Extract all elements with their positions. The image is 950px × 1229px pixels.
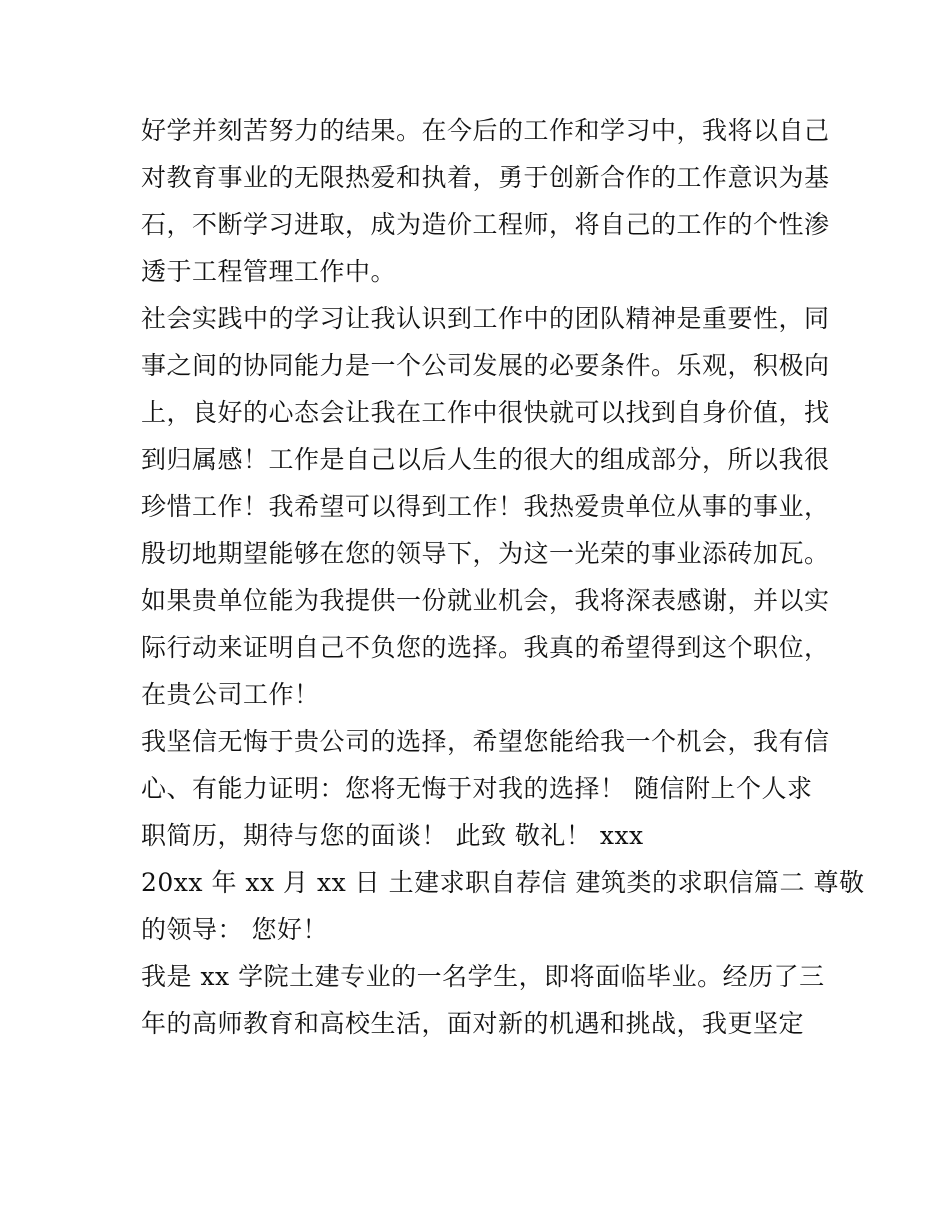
text-line: 对教育事业的无限热爱和执着，勇于创新合作的工作意识为基 (141, 163, 830, 192)
text-line: 际行动来证明自己不负您的选择。我真的希望得到这个职位， (141, 633, 830, 662)
text-line: 殷切地期望能够在您的领导下，为这一光荣的事业添砖加瓦。 (141, 539, 830, 568)
text-line: 我是 xx 学院土建专业的一名学生，即将面临毕业。经历了三 (141, 962, 825, 991)
text-line: 在贵公司工作！ (141, 680, 320, 709)
text-line: 好学并刻苦努力的结果。在今后的工作和学习中，我将以自己 (141, 116, 830, 145)
text-line: 珍惜工作！我希望可以得到工作！我热爱贵单位从事的事业， (141, 492, 830, 521)
text-line: 的领导： 您好！ (141, 915, 328, 944)
text-line: 石，不断学习进取，成为造价工程师，将自己的工作的个性渗 (141, 210, 830, 239)
text-line: 上，良好的心态会让我在工作中很快就可以找到自身价值，找 (141, 398, 830, 427)
document-body (141, 112, 865, 1052)
text-line: 职简历，期待与您的面谈！ 此致 敬礼！ xxx (141, 821, 644, 850)
text-line: 透于工程管理工作中。 (141, 257, 397, 286)
text-line: 社会实践中的学习让我认识到工作中的团队精神是重要性，同 (141, 304, 830, 333)
text-line: 心、有能力证明：您将无悔于对我的选择！ 随信附上个人求 (141, 774, 813, 803)
text-line: 我坚信无悔于贵公司的选择，希望您能给我一个机会，我有信 (141, 727, 830, 756)
text-line: 20xx 年 xx 月 xx 日 土建求职自荐信 建筑类的求职信篇二 尊敬 (141, 868, 865, 897)
text-line: 如果贵单位能为我提供一份就业机会，我将深表感谢，并以实 (141, 586, 830, 615)
text-line: 事之间的协同能力是一个公司发展的必要条件。乐观，积极向 (141, 351, 830, 380)
text-line: 年的高师教育和高校生活，面对新的机遇和挑战，我更坚定 (141, 1009, 805, 1038)
text-line: 到归属感！工作是自己以后人生的很大的组成部分，所以我很 (141, 445, 830, 474)
